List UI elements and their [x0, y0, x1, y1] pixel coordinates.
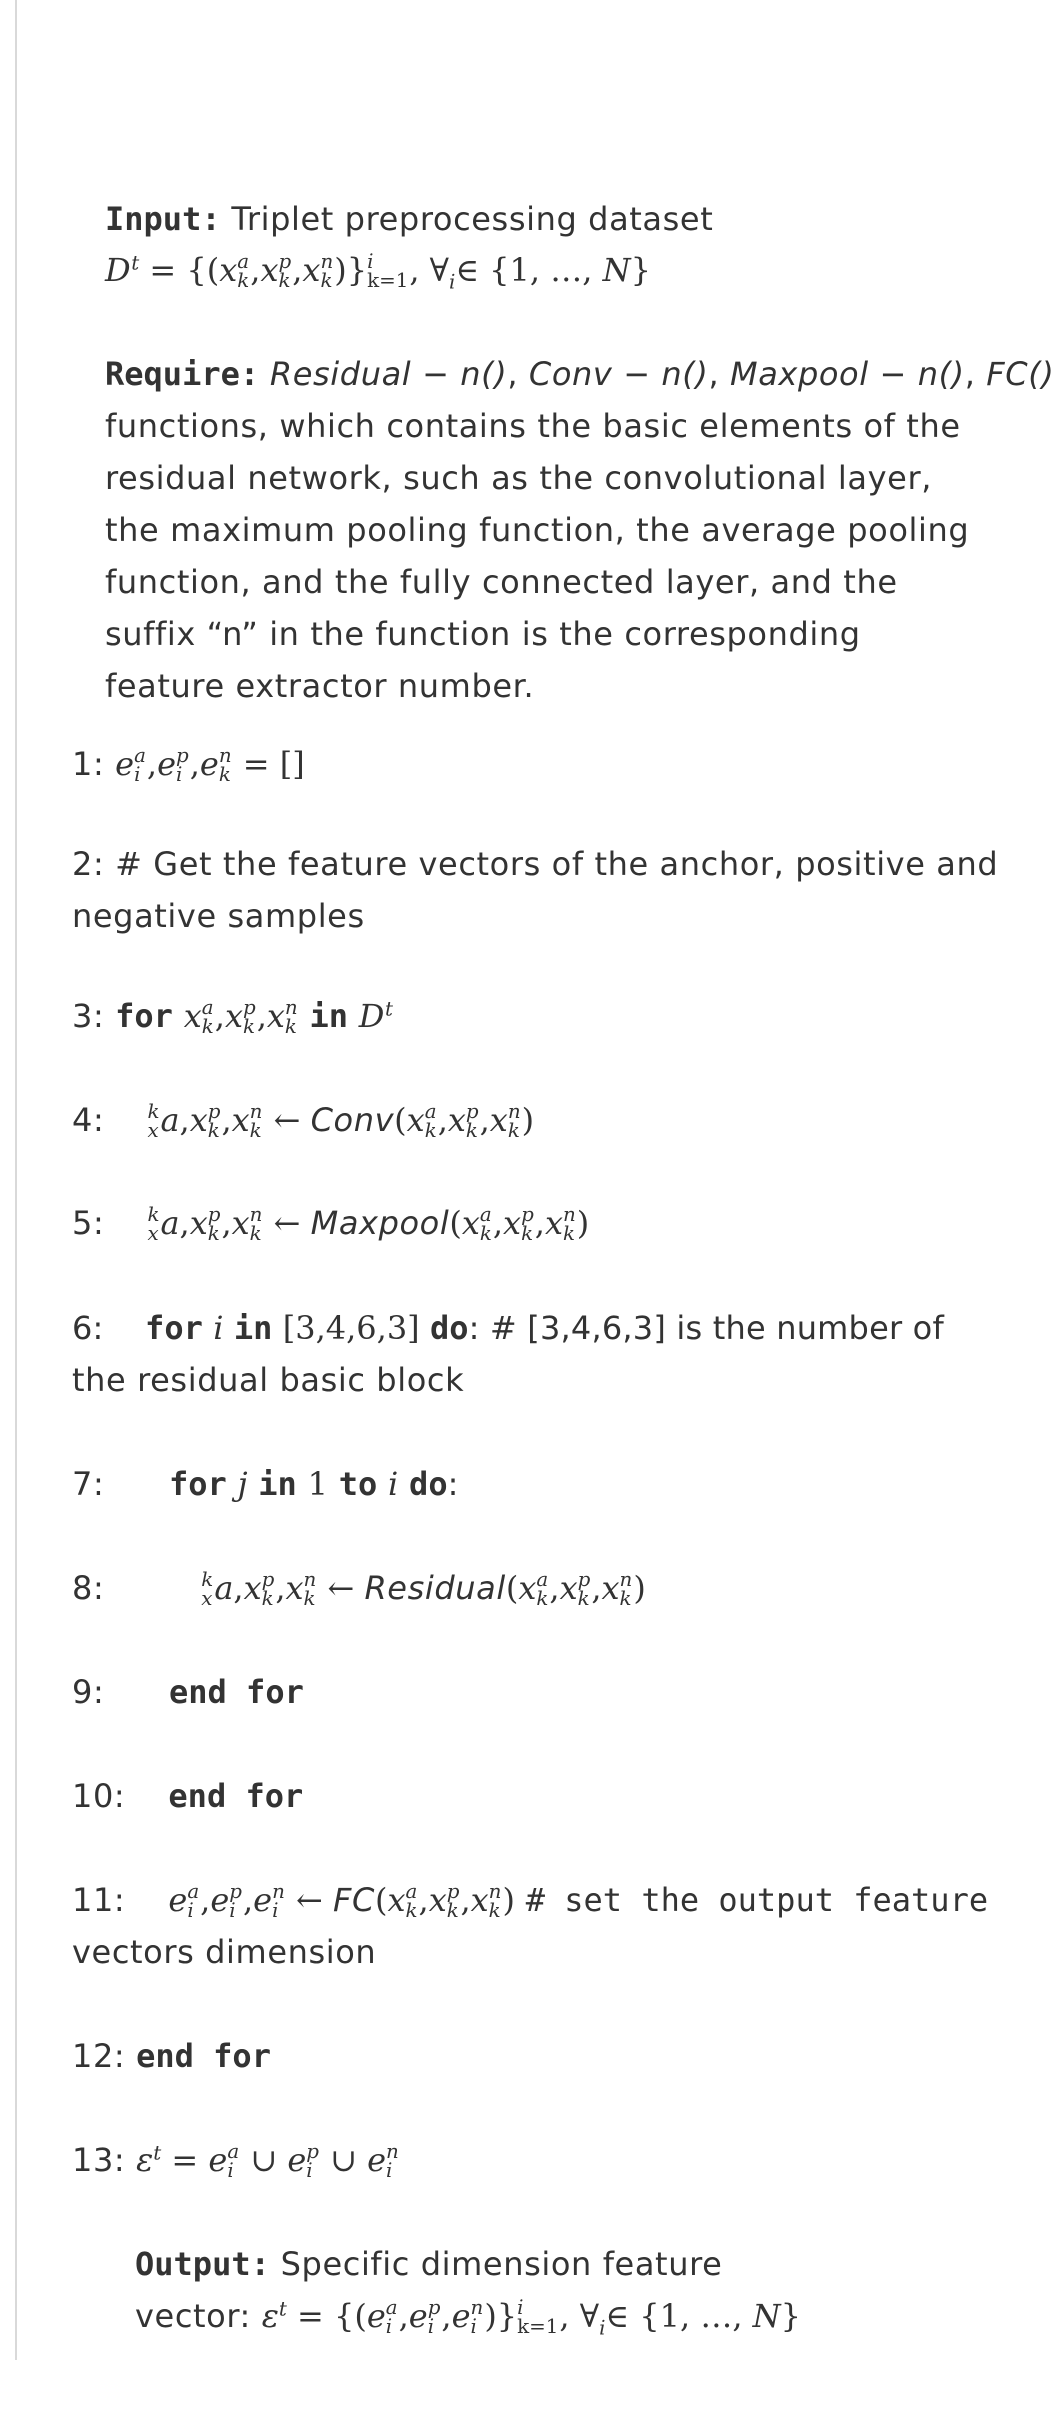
step-13: 13: $\varepsilon^t = e$ a i ∪ e p i ∪ e n i: [72, 2140, 399, 2182]
require-label: Require:: [105, 355, 260, 393]
step-7: 7: for j in 1 to i do:: [72, 1465, 459, 1503]
input-text: Triplet preprocessing dataset: [231, 200, 714, 238]
step-10: 10: end for: [72, 1777, 304, 1815]
step-number: 4:: [72, 1101, 105, 1139]
step-number: 5:: [72, 1204, 105, 1242]
require-line-6: feature extractor number.: [105, 667, 535, 705]
step-6-comment: # [3,4,6,3] is the number of: [489, 1309, 944, 1347]
step-2-comment: # Get the feature vectors of the anchor, positive and: [115, 845, 999, 883]
step-3: 3: for x a k ,x p k ,x n k in $D^t$: [72, 996, 394, 1038]
step-number: 2:: [72, 845, 105, 883]
require-line: Require: Residual − n(), Conv − n(), Maxpool − n(), FC(): [105, 355, 1054, 393]
require-line-5: suffix “n” in the function is the corresponding: [105, 615, 861, 653]
step-number: 9:: [72, 1673, 105, 1711]
step-number: 7:: [72, 1465, 105, 1503]
input-line: [105, 193, 713, 245]
step-5: 5: k x a,x p k ,x n k ← Maxpool(x a k ,x p k ,x n k ): [72, 1203, 590, 1245]
step-12: 12: end for: [72, 2037, 271, 2075]
step-11-cont: vectors dimension: [72, 1933, 377, 1971]
output-text-b: vector:: [135, 2297, 251, 2335]
output-label: Output:: [135, 2245, 270, 2283]
step-11-comment: # set the output feature: [525, 1881, 989, 1919]
step-6-cont: the residual basic block: [72, 1361, 465, 1399]
output-formula: vector: $\varepsilon^t = \{(e$ a i ,e p i ,e n i )} i k=1 , $\forall_i\in$ {1, …, N}: [135, 2296, 802, 2340]
step-8: 8: k x a,x p k ,x n k ← Residual(x a k ,x p k ,x n k ): [72, 1568, 646, 1610]
input-label: Input:: [105, 200, 221, 238]
step-number: 10:: [72, 1777, 126, 1815]
step-1: 1: e a i ,e p i ,e n k = []: [72, 744, 305, 786]
input-formula: $D^t = \{(x$ a k ,x p k ,x n k )} i k=1 , $\forall_i\in$ {1, …, N}: [105, 250, 651, 294]
step-number: 3:: [72, 997, 105, 1035]
step-9: 9: end for: [72, 1673, 304, 1711]
require-line-4: function, and the fully connected layer, and the: [105, 563, 898, 601]
step-number: 11:: [72, 1881, 126, 1919]
step-2: [72, 838, 998, 890]
step-11: 11: e a i ,e p i ,e n i ← FC(x a k ,x p k ,x n k ) # set the output feature: [72, 1880, 989, 1922]
step-2-cont: negative samples: [72, 897, 365, 935]
step-number: 6:: [72, 1309, 104, 1347]
step-number: 13:: [72, 2141, 126, 2179]
require-line-2: residual network, such as the convolutional layer,: [105, 459, 932, 497]
output-line: [135, 2238, 722, 2290]
step-6: 6: for i in [3,4,6,3] do: # [3,4,6,3] is the number of: [72, 1309, 944, 1347]
require-line-3: the maximum pooling function, the average pooling: [105, 511, 970, 549]
step-number: 8:: [72, 1569, 105, 1607]
step-number: 12:: [72, 2037, 126, 2075]
left-margin-rule: [15, 0, 17, 2360]
step-4: 4: k x a,x p k ,x n k ← Conv(x a k ,x p k ,x n k ): [72, 1100, 535, 1142]
require-line-1: functions, which contains the basic elements of the: [105, 407, 961, 445]
output-text: Specific dimension feature: [280, 2245, 723, 2283]
step-number: 1:: [72, 745, 105, 783]
